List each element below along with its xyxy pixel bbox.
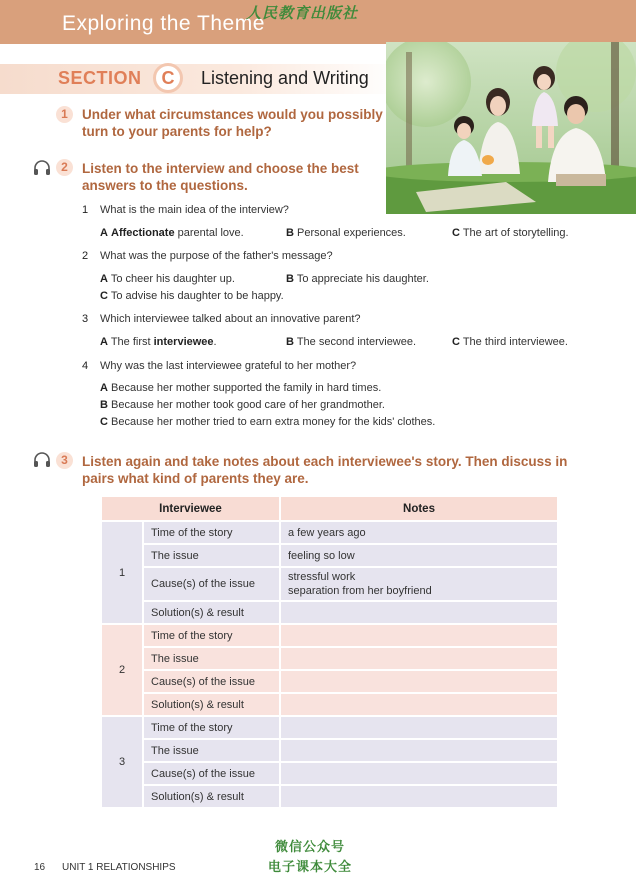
option-text: Because her mother took good care of her grandmother. — [111, 399, 385, 411]
option-text: The first — [110, 336, 154, 348]
option-text: To advise his daughter to be happy. — [110, 290, 284, 302]
row-label: Time of the story — [143, 624, 280, 647]
watermark-line-2: 电子课本大全 — [268, 860, 353, 875]
row-label: Time of the story — [143, 716, 280, 739]
option-text: The second interviewee. — [296, 336, 417, 348]
option-a[interactable] — [100, 336, 217, 348]
option-bold-text: interviewee — [153, 336, 214, 348]
option-text: The art of storytelling. — [462, 227, 569, 239]
question-2-number: 2 — [56, 159, 73, 176]
row-label: Cause(s) of the issue — [143, 670, 280, 693]
table-row — [101, 739, 558, 762]
table-row — [101, 785, 558, 808]
question-1-number: 1 — [56, 106, 73, 123]
option-text: To cheer his daughter up. — [110, 273, 235, 285]
notes-cell[interactable] — [280, 521, 558, 544]
subquestion-text: Which interviewee talked about an innovative parent? — [100, 313, 361, 325]
subquestion-number: 3 — [82, 313, 89, 325]
notes-cell[interactable] — [280, 567, 558, 601]
table-row — [101, 544, 558, 567]
page-number: 16 — [34, 862, 46, 873]
table-row — [101, 670, 558, 693]
option-b[interactable] — [286, 336, 416, 348]
table-row — [101, 567, 558, 601]
row-label: Cause(s) of the issue — [143, 762, 280, 785]
option-text: The third interviewee. — [462, 336, 568, 348]
option-c[interactable] — [452, 227, 569, 239]
subquestion-text: What was the purpose of the father's message? — [100, 250, 333, 262]
headphone-icon — [33, 160, 51, 176]
notes-cell[interactable] — [280, 716, 558, 739]
option-a[interactable] — [100, 273, 235, 285]
question-3-line-1: Listen again and take notes about each interviewee's story. Then discuss in — [82, 454, 568, 469]
table-row — [101, 762, 558, 785]
interviewee-index: 2 — [101, 624, 143, 716]
option-letter: B — [100, 399, 108, 411]
subquestion-number: 1 — [82, 204, 89, 216]
question-2-line-2: answers to the questions. — [82, 178, 248, 193]
wechat-watermark — [268, 838, 352, 878]
option-c[interactable] — [100, 416, 435, 428]
section-letter-badge: C — [153, 63, 183, 93]
row-label: The issue — [143, 647, 280, 670]
notes-cell[interactable] — [280, 693, 558, 716]
unit-label: UNIT 1 RELATIONSHIPS — [62, 862, 176, 873]
headphone-icon — [33, 452, 51, 468]
question-3-number: 3 — [56, 452, 73, 469]
notes-cell[interactable] — [280, 739, 558, 762]
table-row — [101, 601, 558, 624]
table-row — [101, 693, 558, 716]
subquestion-number: 4 — [82, 360, 89, 372]
option-text: Because her mother tried to earn extra money for the kids' clothes. — [111, 416, 436, 428]
subquestion-text: What is the main idea of the interview? — [100, 204, 289, 216]
table-row — [101, 716, 558, 739]
question-1-line-2: turn to your parents for help? — [82, 124, 272, 139]
row-label: Time of the story — [143, 521, 280, 544]
table-row — [101, 521, 558, 544]
option-letter: A — [100, 382, 108, 394]
option-letter: A — [100, 336, 108, 348]
option-c[interactable] — [452, 336, 568, 348]
notes-cell[interactable] — [280, 624, 558, 647]
page-header-title: Exploring the Theme — [62, 12, 265, 35]
option-letter: C — [100, 416, 108, 428]
option-c[interactable] — [100, 290, 284, 302]
question-1-line-1: Under what circumstances would you possibly — [82, 107, 383, 122]
section-title: Listening and Writing — [201, 68, 369, 88]
option-text-end: . — [213, 336, 217, 348]
question-2-line-1: Listen to the interview and choose the best — [82, 161, 359, 176]
option-a[interactable] — [100, 227, 244, 239]
option-letter: B — [286, 273, 294, 285]
option-letter: A — [100, 273, 108, 285]
option-text: To appreciate his daughter. — [296, 273, 429, 285]
row-label: Solution(s) & result — [143, 693, 280, 716]
option-letter: B — [286, 336, 294, 348]
header-notes: Notes — [280, 496, 558, 521]
notes-text: a few years ago — [288, 526, 366, 539]
option-b[interactable] — [286, 273, 429, 285]
option-b[interactable] — [286, 227, 406, 239]
interviewee-index: 1 — [101, 521, 143, 624]
watermark-line-1: 微信公众号 — [275, 840, 346, 855]
row-label: Cause(s) of the issue — [143, 567, 280, 601]
notes-cell[interactable] — [280, 762, 558, 785]
option-letter: B — [286, 227, 294, 239]
table-header-row — [101, 496, 558, 521]
notes-table — [100, 495, 559, 809]
notes-text: stressful work — [288, 571, 356, 583]
interviewee-index: 3 — [101, 716, 143, 808]
notes-cell[interactable] — [280, 601, 558, 624]
notes-text: separation from her boyfriend — [288, 585, 432, 597]
option-bold-text: Affectionate — [111, 227, 175, 239]
section-label: SECTION — [58, 68, 142, 88]
row-label: Solution(s) & result — [143, 785, 280, 808]
notes-cell[interactable] — [280, 670, 558, 693]
family-photo — [386, 42, 636, 214]
option-text: parental love. — [174, 227, 244, 239]
notes-text: feeling so low — [288, 549, 355, 562]
option-letter: A — [100, 227, 108, 239]
option-letter: C — [100, 290, 108, 302]
notes-cell[interactable] — [280, 647, 558, 670]
table-row — [101, 624, 558, 647]
notes-cell[interactable] — [280, 544, 558, 567]
row-label: Solution(s) & result — [143, 601, 280, 624]
option-letter: C — [452, 227, 460, 239]
option-b[interactable] — [100, 399, 385, 411]
question-3-line-2: pairs what kind of parents they are. — [82, 471, 309, 486]
subquestion-number: 2 — [82, 250, 89, 262]
subquestion-text: Why was the last interviewee grateful to her mother? — [100, 360, 357, 372]
header-interviewee: Interviewee — [101, 496, 280, 521]
option-letter: C — [452, 336, 460, 348]
row-label: The issue — [143, 739, 280, 762]
notes-cell[interactable] — [280, 785, 558, 808]
table-row — [101, 647, 558, 670]
publisher-logo: 人民教育出版社 — [246, 4, 359, 22]
row-label: The issue — [143, 544, 280, 567]
option-a[interactable] — [100, 382, 381, 394]
option-text: Because her mother supported the family in hard times. — [111, 382, 382, 394]
option-text: Personal experiences. — [297, 227, 406, 239]
